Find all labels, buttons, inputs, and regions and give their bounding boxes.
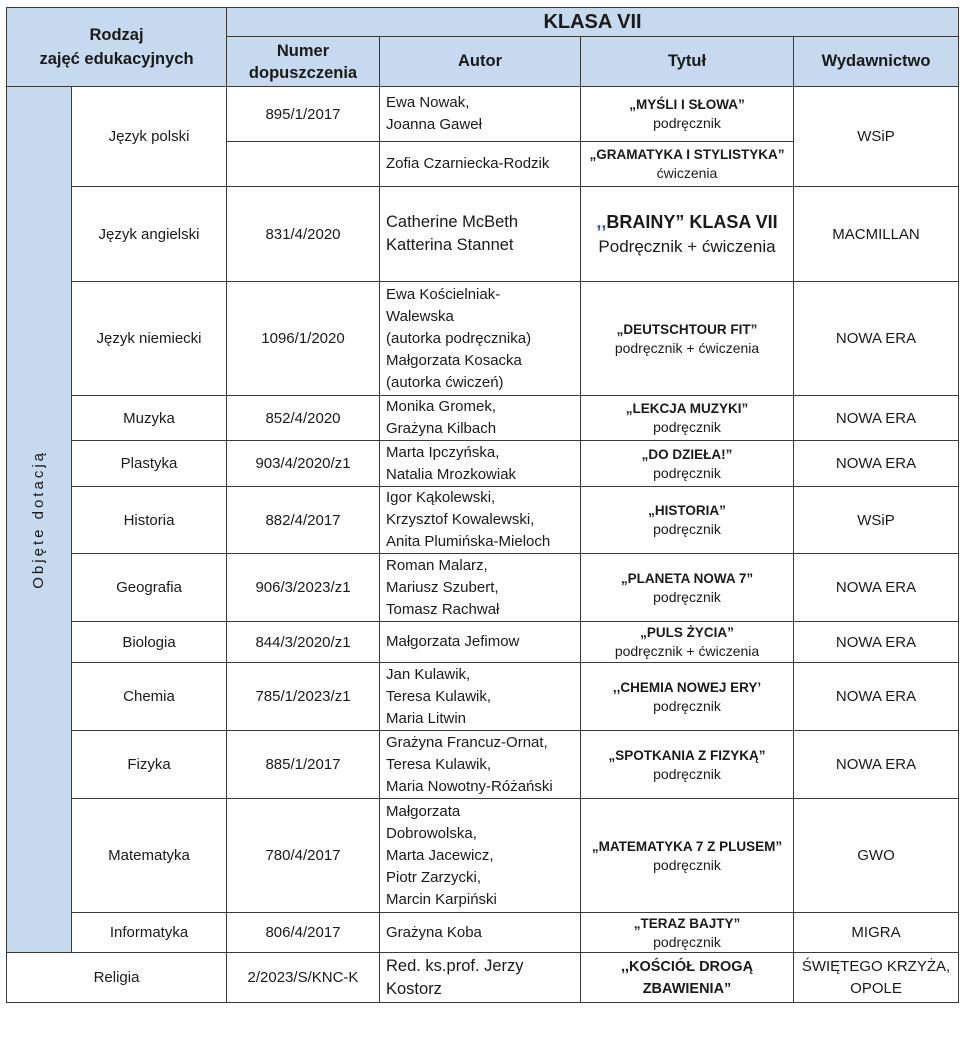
author-name: Zofia Czarniecka-Rodzik (386, 155, 550, 172)
number-cell: 852/4/2020 (227, 396, 380, 441)
table-row (7, 487, 959, 554)
book-title: „MYŚLI I SŁOWA” (629, 97, 745, 112)
title-cell (581, 731, 794, 799)
table-row (7, 396, 959, 441)
author-name: Krzysztof Kowalewski, (386, 511, 535, 528)
author-cell (380, 799, 581, 913)
subject-cell: Informatyka (72, 913, 227, 953)
book-title: „PULS ŻYCIA” (640, 625, 734, 640)
book-type: podręcznik (653, 464, 721, 481)
table-row (7, 663, 959, 731)
author-name: (autorka podręcznika) (386, 329, 532, 347)
author-cell (380, 663, 581, 731)
author-cell (380, 913, 581, 953)
subject-type-label: Rodzaj zajęć edukacyjnych (39, 26, 194, 68)
author-cell (380, 87, 581, 142)
book-title: „DO DZIEŁA!” (641, 446, 733, 462)
title-cell (581, 396, 794, 441)
book-title: „DEUTSCHTOUR FIT” (616, 321, 758, 337)
subject-cell: Biologia (72, 622, 227, 663)
number-cell: 2/2023/S/KNC-K (227, 953, 380, 1003)
publisher-cell: WSiP (794, 87, 959, 187)
author-name: Catherine McBeth (386, 213, 519, 231)
table-row (7, 622, 959, 663)
title-cell (581, 187, 794, 282)
author-name: (autorka ćwiczeń) (386, 373, 504, 391)
book-title: „MATEMATYKA 7 Z PLUSEM” (591, 838, 783, 854)
author-name: Tomasz Rachwał (386, 600, 500, 618)
author-name: Dobrowolska, (386, 824, 477, 842)
author-name: Igor Kąkolewski, (386, 489, 496, 506)
subject-cell: Język polski (72, 87, 227, 187)
publisher-cell: NOWA ERA (794, 396, 959, 441)
subject-cell: Język niemiecki (72, 282, 227, 396)
subject-cell: Chemia (72, 663, 227, 731)
author-name: Joanna Gaweł (386, 116, 482, 133)
author-cell (380, 731, 581, 799)
subject-cell: Historia (72, 487, 227, 554)
author-name: Roman Malarz, (386, 556, 488, 574)
book-type: podręcznik (653, 521, 721, 537)
author-name: Teresa Kulawik, (386, 755, 492, 773)
publisher-cell: NOWA ERA (794, 282, 959, 396)
author-cell (380, 441, 581, 487)
book-type: podręcznik (653, 588, 721, 605)
subject-cell: Fizyka (72, 731, 227, 799)
title-cell (581, 87, 794, 142)
publisher-cell: ŚWIĘTEGO KRZYŻA, OPOLE (794, 953, 959, 1003)
title-cell (581, 622, 794, 663)
number-cell: 806/4/2017 (227, 913, 380, 953)
book-title: „GRAMATYKA I STYLISTYKA” (589, 147, 785, 162)
title-cell (581, 953, 794, 1003)
number-cell: 906/3/2023/z1 (227, 554, 380, 622)
author-name: Maria Nowotny-Różański (386, 777, 553, 795)
book-type: podręcznik (653, 697, 721, 714)
author-name: Mariusz Szubert, (386, 578, 499, 596)
subject-cell: Język angielski (72, 187, 227, 282)
title-cell (581, 282, 794, 396)
title-cell (581, 913, 794, 953)
author-name: Grażyna Kilbach (386, 420, 497, 437)
author-name: Monika Gromek, (386, 398, 497, 415)
table-row (7, 731, 959, 799)
number-cell: 785/1/2023/z1 (227, 663, 380, 731)
publisher-cell: NOWA ERA (794, 622, 959, 663)
author-cell (380, 187, 581, 282)
book-title: „TERAZ BAJTY” (633, 915, 741, 931)
table-row (7, 282, 959, 396)
author-name: Ewa Nowak, (386, 94, 470, 111)
number-cell: 882/4/2017 (227, 487, 380, 554)
book-title: ,,BRAINY” KLASA VII (596, 212, 778, 232)
header-number: Numer dopuszczenia (227, 37, 380, 87)
author-name: Kostorz (386, 979, 442, 998)
publisher-cell: NOWA ERA (794, 663, 959, 731)
author-name: Grażyna Koba (386, 923, 482, 941)
publisher-cell: WSiP (794, 487, 959, 554)
textbook-table (6, 7, 959, 1003)
subject-cell: Muzyka (72, 396, 227, 441)
book-type: podręcznik (653, 765, 721, 782)
table-row (7, 441, 959, 487)
author-cell (380, 953, 581, 1003)
title-cell (581, 554, 794, 622)
book-title: „PLANETA NOWA 7” (620, 570, 754, 586)
header-publisher: Wydawnictwo (794, 37, 959, 87)
table-row (7, 799, 959, 913)
publisher-cell: GWO (794, 799, 959, 913)
author-name: Teresa Kulawik, (386, 687, 492, 705)
number-cell (227, 142, 380, 187)
publisher-cell: NOWA ERA (794, 441, 959, 487)
table-row (7, 87, 959, 142)
author-name: Red. ks.prof. Jerzy (386, 956, 524, 975)
book-type: ćwiczenia (656, 165, 718, 181)
subject-cell: Matematyka (72, 799, 227, 913)
table-row (7, 913, 959, 953)
author-name: Marcin Karpiński (386, 890, 497, 908)
funded-label-cell (7, 87, 72, 953)
table-row-religion (7, 953, 959, 1003)
title-cell (581, 441, 794, 487)
author-name: Małgorzata (386, 802, 461, 820)
author-name: Maria Litwin (386, 709, 467, 727)
subject-cell: Religia (7, 953, 227, 1003)
author-name: Jan Kulawik, (386, 665, 471, 683)
publisher-cell: NOWA ERA (794, 554, 959, 622)
title-cell (581, 142, 794, 187)
number-cell: 831/4/2020 (227, 187, 380, 282)
author-cell (380, 142, 581, 187)
author-name: Małgorzata Jefimow (386, 633, 520, 650)
header-class: KLASA VII (227, 8, 959, 37)
book-type: podręcznik + ćwiczenia (614, 643, 760, 659)
author-name: Marta Jacewicz, (386, 846, 494, 864)
author-cell (380, 282, 581, 396)
number-cell: 903/4/2020/z1 (227, 441, 380, 487)
book-type: podręcznik (653, 115, 721, 131)
author-name: Walewska (386, 307, 454, 325)
book-title: ,,CHEMIA NOWEJ ERY’ (612, 679, 762, 695)
author-name: Ewa Kościelniak- (386, 285, 501, 303)
book-type: podręcznik (653, 856, 721, 873)
author-name: Katterina Stannet (386, 236, 514, 254)
author-name: Natalia Mrozkowiak (386, 465, 517, 483)
book-type: podręcznik (653, 419, 721, 435)
author-name: Piotr Zarzycki, (386, 868, 482, 886)
author-name: Anita Plumińska-Mieloch (386, 533, 551, 550)
book-title: „SPOTKANIA Z FIZYKĄ” (608, 747, 766, 763)
publisher-cell: MACMILLAN (794, 187, 959, 282)
number-cell: 844/3/2020/z1 (227, 622, 380, 663)
author-name: Grażyna Francuz-Ornat, (386, 733, 548, 751)
author-name: Małgorzata Kosacka (386, 351, 522, 369)
funded-label: Objęte dotacją (30, 450, 47, 589)
publisher-cell: MIGRA (794, 913, 959, 953)
number-cell: 885/1/2017 (227, 731, 380, 799)
author-cell (380, 396, 581, 441)
subject-cell: Geografia (72, 554, 227, 622)
author-name: Marta Ipczyńska, (386, 443, 500, 461)
header-author: Autor (380, 37, 581, 87)
book-title: „LEKCJA MUZYKI” (625, 401, 749, 416)
book-title: ,,KOŚCIÓŁ DROGĄ ZBAWIENIA” (620, 958, 754, 997)
author-cell (380, 622, 581, 663)
table-row (7, 554, 959, 622)
title-cell (581, 663, 794, 731)
book-type: podręcznik (653, 933, 721, 950)
number-cell: 1096/1/2020 (227, 282, 380, 396)
book-type: Podręcznik + ćwiczenia (598, 237, 776, 256)
number-cell: 895/1/2017 (227, 87, 380, 142)
book-type: podręcznik + ćwiczenia (614, 339, 760, 356)
author-cell (380, 487, 581, 554)
table-row (7, 187, 959, 282)
title-cell (581, 799, 794, 913)
publisher-cell: NOWA ERA (794, 731, 959, 799)
title-quote: ,, (596, 212, 607, 232)
title-cell (581, 487, 794, 554)
book-title: „HISTORIA” (648, 503, 726, 518)
subject-cell: Plastyka (72, 441, 227, 487)
header-subject-type (7, 8, 227, 87)
number-cell: 780/4/2017 (227, 799, 380, 913)
author-cell (380, 554, 581, 622)
header-title: Tytuł (581, 37, 794, 87)
